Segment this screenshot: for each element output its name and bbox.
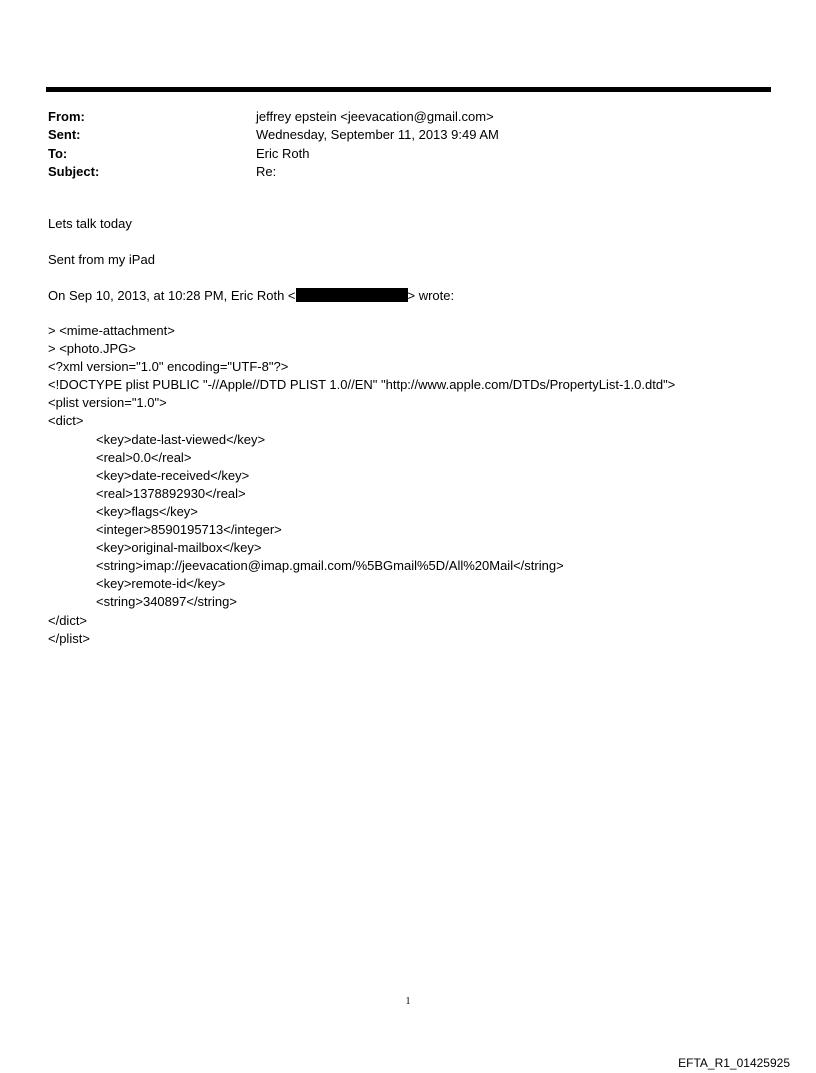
to-label: To:: [48, 145, 68, 161]
subject-label: Subject:: [48, 163, 100, 179]
dict-entry: <key>flags</key>: [96, 503, 198, 519]
plist-line: <plist version="1.0">: [48, 395, 167, 411]
dict-entry: <key>date-last-viewed</key>: [96, 431, 266, 447]
dict-entry: <real>1378892930</real>: [96, 485, 246, 501]
dict-entry: <integer>8590195713</integer>: [96, 522, 282, 538]
plist-closing-line: </dict>: [48, 612, 88, 628]
header-rule: [46, 87, 771, 92]
quote-intro-after: > wrote:: [407, 288, 455, 303]
dict-entry: <string>340897</string>: [96, 594, 237, 610]
sent-value: Wednesday, September 11, 2013 9:49 AM: [256, 127, 499, 143]
bates-number: EFTA_R1_01425925: [678, 1056, 790, 1070]
quote-intro-before: On Sep 10, 2013, at 10:28 PM, Eric Roth <: [48, 288, 296, 303]
plist-line: <?xml version="1.0" encoding="UTF-8"?>: [48, 359, 289, 375]
attachment-line: > <mime-attachment>: [48, 323, 175, 338]
attachment-line: > <photo.JPG>: [48, 341, 136, 357]
dict-entry: <key>original-mailbox</key>: [96, 540, 262, 556]
from-value: jeffrey epstein <jeevacation@gmail.com>: [256, 109, 494, 124]
dict-entry: <string>imap://jeevacation@imap.gmail.com/%5BGmail%5D/All%20Mail</string>: [96, 558, 564, 574]
quote-intro: [48, 287, 454, 305]
to-value: Eric Roth: [256, 145, 310, 161]
subject-value: Re:: [256, 163, 277, 179]
quoted-content: [48, 322, 675, 648]
dict-entry: <real>0.0</real>: [96, 449, 192, 465]
plist-line: <dict>: [48, 413, 84, 429]
plist-closing-line: </plist>: [48, 630, 90, 646]
redaction-block: [296, 288, 408, 302]
body-signature: Sent from my iPad: [48, 252, 155, 267]
plist-line: <!DOCTYPE plist PUBLIC "-//Apple//DTD PLIST 1.0//EN" "http://www.apple.com/DTDs/PropertyList-1.0.dtd">: [48, 377, 676, 393]
body-message: Lets talk today: [48, 216, 132, 231]
sent-label: Sent:: [48, 127, 81, 143]
dict-entry: <key>remote-id</key>: [96, 576, 226, 592]
page-number: 1: [405, 996, 411, 1007]
from-label: From:: [48, 109, 85, 124]
dict-entry: <key>date-received</key>: [96, 467, 250, 483]
